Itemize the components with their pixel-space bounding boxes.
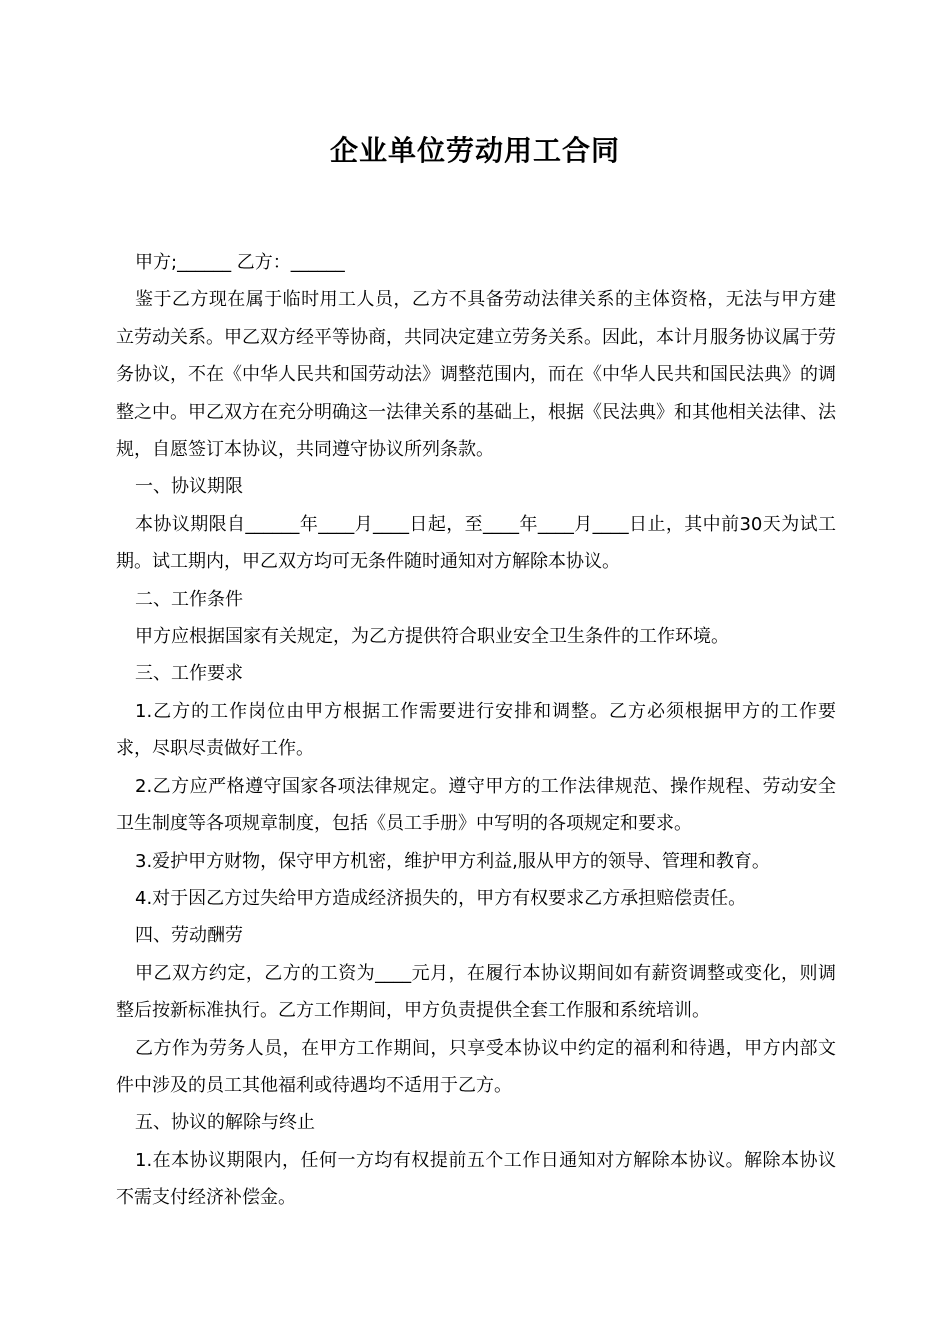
termination-item-1: 1.在本协议期限内，任何一方均有权提前五个工作日通知对方解除本协议。解除本协议不需支付经济补偿金。 xyxy=(116,1149,836,1209)
preamble-paragraph: 鉴于乙方现在属于临时用工人员，乙方不具备劳动法律关系的主体资格，无法与甲方建立劳动关系。甲乙双方经平等协商，共同决定建立劳务关系。因此，本计月服务协议属于劳务协议，不在《中华人民共和国劳动法》调整范围内，而在《中华人民共和国民法典》的调整之中。甲乙双方在充分明确这一法律关系的基础上，根据《民法典》和其他相关法律、法规，自愿签订本协议，共同遵守协议所列条款。 xyxy=(116,289,836,461)
requirement-item-2: 2.乙方应严格遵守国家各项法律规定。遵守甲方的工作法律规范、操作规程、劳动安全卫生制度等各项规章制度，包括《员工手册》中写明的各项规定和要求。 xyxy=(116,775,836,835)
compensation-paragraph-2: 乙方作为劳务人员，在甲方工作期间，只享受本协议中约定的福利和待遇，甲方内部文件中涉及的员工其他福利或待遇均不适用于乙方。 xyxy=(116,1037,836,1096)
parties-line: 甲方;______ 乙方：______ xyxy=(135,252,345,273)
section-heading-conditions: 二、工作条件 xyxy=(135,588,243,610)
requirement-item-3: 3.爱护甲方财物，保守甲方机密，维护甲方利益,服从甲方的领导、管理和教育。 xyxy=(135,850,770,872)
compensation-paragraph-1: 甲乙双方约定，乙方的工资为____元月，在履行本协议期间如有薪资调整或变化，则调整后按新标准执行。乙方工作期间，甲方负责提供全套工作服和系统培训。 xyxy=(116,962,836,1022)
term-paragraph: 本协议期限自______年____月____日起，至____年____月____日止，其中前30天为试工期。试工期内，甲乙双方均可无条件随时通知对方解除本协议。 xyxy=(116,513,836,573)
section-heading-termination: 五、协议的解除与终止 xyxy=(135,1112,315,1134)
conditions-paragraph: 甲方应根据国家有关规定，为乙方提供符合职业安全卫生条件的工作环境。 xyxy=(135,626,729,648)
document-title: 企业单位劳动用工合同 xyxy=(329,134,620,167)
section-heading-compensation: 四、劳动酬劳 xyxy=(135,925,243,947)
section-heading-requirements: 三、工作要求 xyxy=(135,663,243,685)
requirement-item-1: 1.乙方的工作岗位由甲方根据工作需要进行安排和调整。乙方必须根据甲方的工作要求，尽职尽责做好工作。 xyxy=(116,700,836,760)
requirement-item-4: 4.对于因乙方过失给甲方造成经济损失的，甲方有权要求乙方承担赔偿责任。 xyxy=(135,887,747,909)
section-heading-term: 一、协议期限 xyxy=(135,476,243,498)
document-body xyxy=(116,244,836,1217)
